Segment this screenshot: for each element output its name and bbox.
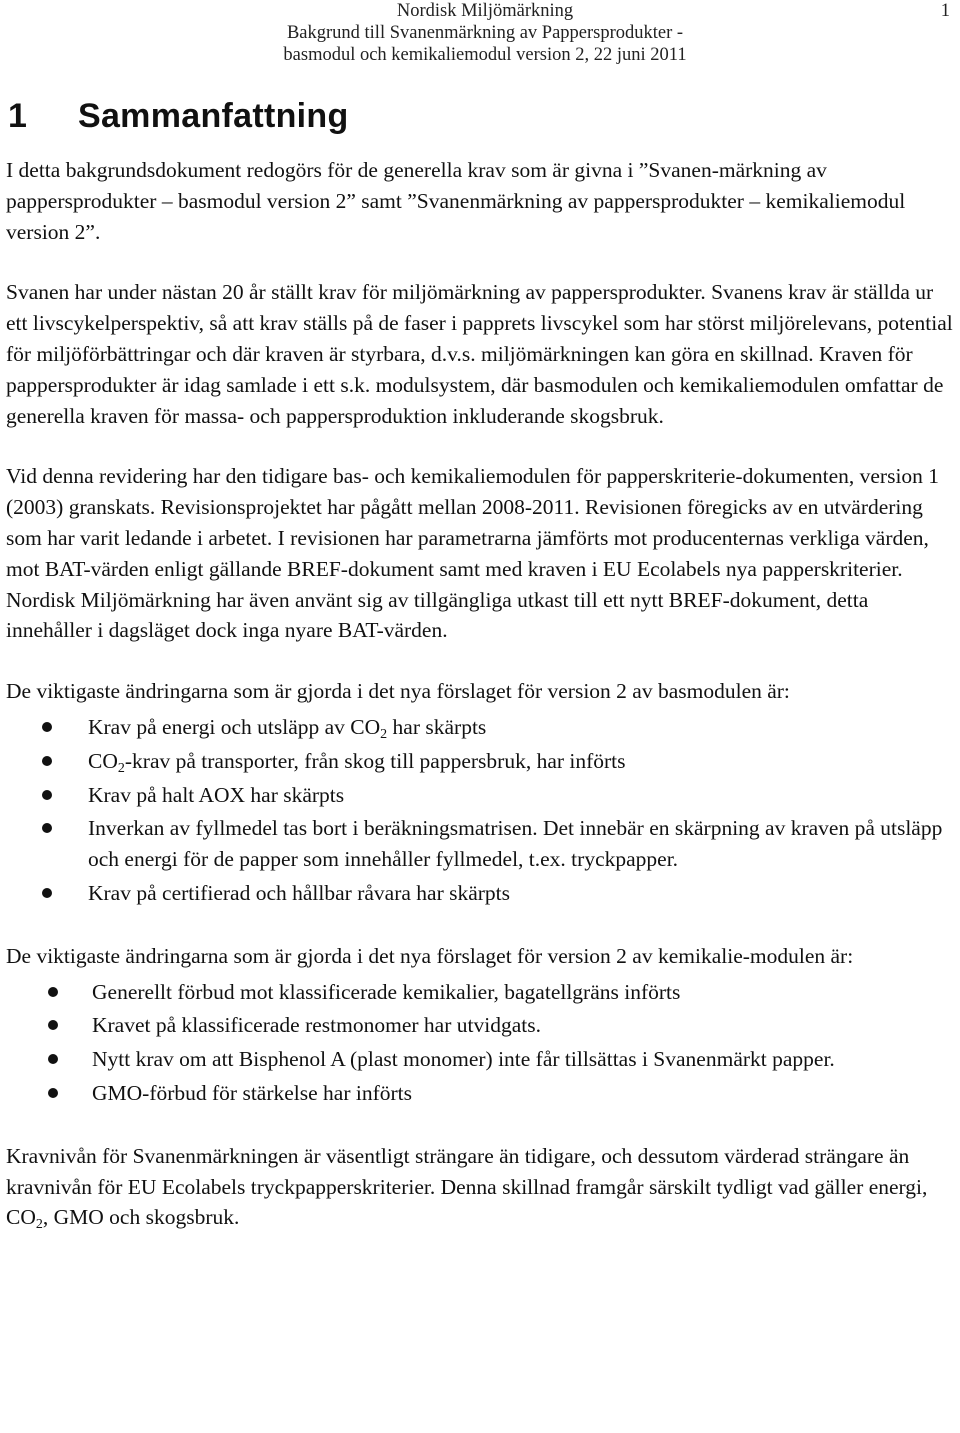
bullet-icon — [42, 722, 52, 732]
page-header — [0, 0, 960, 70]
list-item: Krav på energi och utsläpp av $CO_2$ har skärpts — [6, 712, 956, 743]
header-text — [225, 0, 745, 66]
list-item: Inverkan av fyllmedel tas bort i beräkningsmatrisen. Det innebär en skärpning av kraven på utsläpp och energi för de papper som innehåller fyllmedel, t.ex. tryckpapper. — [6, 813, 956, 875]
bullet-icon — [42, 823, 52, 833]
bullet-icon — [48, 1020, 58, 1030]
document-body — [6, 155, 956, 1263]
bullet-icon — [42, 790, 52, 800]
section-number: 1 — [8, 97, 28, 135]
bullet-icon — [42, 888, 52, 898]
page-number: 1 — [940, 1, 950, 21]
bullet-icon — [48, 1054, 58, 1064]
paragraph-intro: I detta bakgrundsdokument redogörs för de generella krav som är givna i ”Svanen-märkning av pappersprodukter – basmodul version 2” samt ”Svanenmärkning av pappersprodukter – kemikaliemodul version 2”. — [6, 158, 906, 244]
header-org: Nordisk Miljömärkning — [396, 1, 574, 21]
list-item: Krav på halt AOX har skärpts — [6, 780, 956, 811]
paragraph-background: Svanen har under nästan 20 år ställt krav för miljömärkning av pappersprodukter. Svanens krav är ställda ur ett livscykelperspektiv, så att krav ställs på de faser i papprets livscykel som har störst miljörelevans, potential för miljöförbättringar och där kraven är styrbara, d.v.s. miljömärkningen kan göra en skillnad. Kraven för pappersprodukter är idag samlade i ett s.k. modulsystem, där basmodulen och kemikaliemodulen omfattar de generella kraven för massa- och pappersproduktion inkluderande skogsbruk. — [6, 280, 953, 428]
list-item: GMO-förbud för stärkelse har införts — [6, 1078, 956, 1109]
bullet-icon — [48, 1088, 58, 1098]
section-title: Sammanfattning — [78, 97, 349, 135]
bullet-icon — [48, 987, 58, 997]
header-doc-title: Bakgrund till Svanenmärkning av Pappersprodukter - — [286, 23, 684, 43]
list-item: Krav på certifierad och hållbar råvara har skärpts — [6, 878, 956, 909]
header-doc-version: basmodul och kemikaliemodul version 2, 22 juni 2011 — [283, 45, 687, 65]
paragraph-basmodul-intro: De viktigaste ändringarna som är gjorda i det nya förslaget för version 2 av basmodulen är: — [6, 679, 790, 704]
kemikaliemodul-changes-list — [6, 977, 956, 1109]
paragraph-conclusion: Kravnivån för Svanenmärkningen är väsentligt strängare än tidigare, och dessutom värderad strängare än kravnivån för EU Ecolabels tryckpapperskriterier. Denna skillnad framgår särskilt tydligt vad gäller energi, $CO_2$, GMO och skogsbruk. — [6, 1143, 928, 1233]
section-heading — [8, 94, 349, 138]
list-item: Nytt krav om att Bisphenol A (plast monomer) inte får tillsättas i Svanenmärkt papper. — [6, 1044, 956, 1075]
list-item: Generellt förbud mot klassificerade kemikalier, bagatellgräns införts — [6, 977, 956, 1008]
basmodul-changes-list — [6, 712, 956, 909]
paragraph-revision: Vid denna revidering har den tidigare bas- och kemikaliemodulen för papperskriterie-dokumenten, version 1 (2003) granskats. Revisionsprojektet har pågått mellan 2008-2011. Revisionen föregicks av en utvärdering som har varit ledande i arbetet. I revisionen har parametrarna jämförts mot producenternas verkliga värden, mot BAT-värden enligt gällande BREF-dokument samt med kraven i EU Ecolabels nya papperskriterier. Nordisk Miljömärkning har även använt sig av tillgängliga utkast till ett nytt BREF-dokument, detta innehåller i dagsläget dock inga nyare BAT-värden. — [6, 464, 940, 643]
bullet-icon — [42, 756, 52, 766]
list-item: $CO_2$-krav på transporter, från skog till pappersbruk, har införts — [6, 746, 956, 777]
paragraph-kemikaliemodul-intro: De viktigaste ändringarna som är gjorda i det nya förslaget för version 2 av kemikalie-modulen är: — [6, 943, 854, 968]
list-item: Kravet på klassificerade restmonomer har utvidgats. — [6, 1010, 956, 1041]
